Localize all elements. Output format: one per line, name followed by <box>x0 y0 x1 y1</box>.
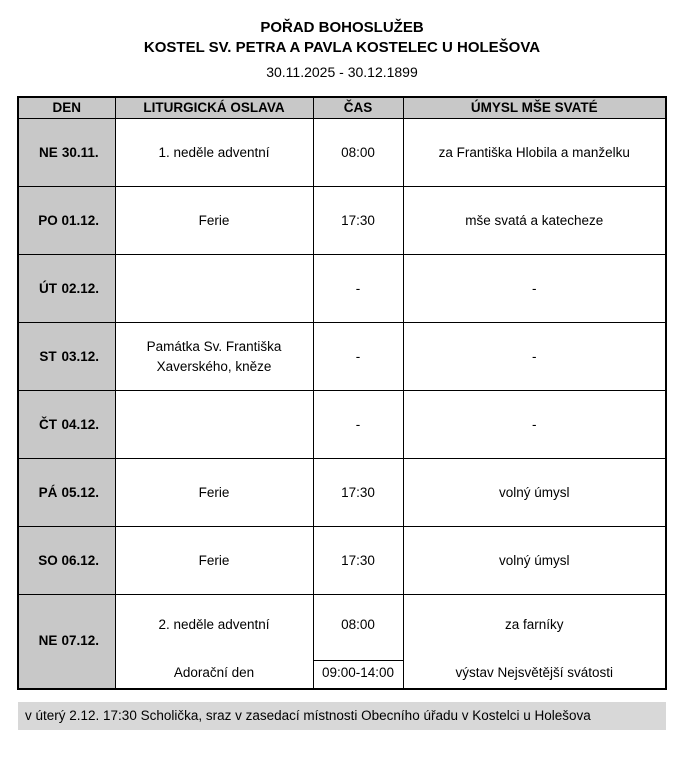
celebration-cell: Památka Sv. Františka Xaverského, kněze <box>115 323 313 391</box>
table-header-row <box>18 97 666 119</box>
table-row <box>18 595 666 689</box>
day-abbrev: ST <box>39 348 57 364</box>
time-cell: 17:30 <box>313 527 403 595</box>
celebration-cell: Ferie <box>115 187 313 255</box>
footer-note: v úterý 2.12. 17:30 Scholička, sraz v zasedací místnosti Obecního úřadu v Kostelci u Holešova <box>18 702 666 731</box>
day-date: 03.12. <box>61 348 100 364</box>
time-cell: - <box>313 323 403 391</box>
celebration-line: 2. neděle adventní <box>158 617 270 633</box>
day-cell <box>18 187 115 255</box>
celebration-cell <box>115 595 313 689</box>
celebration-cell <box>115 255 313 323</box>
date-range: 30.11.2025 - 30.12.1899 <box>266 63 418 80</box>
table-row <box>18 527 666 595</box>
day-date: 04.12. <box>61 416 100 432</box>
intention-cell: za Františka Hlobila a manželku <box>403 119 666 187</box>
time-cell: 17:30 <box>313 187 403 255</box>
day-cell <box>18 595 115 689</box>
day-cell <box>18 459 115 527</box>
intention-cell: - <box>403 391 666 459</box>
time-cell: - <box>313 255 403 323</box>
day-abbrev: ČT <box>38 416 57 432</box>
column-header-2: ČAS <box>313 97 403 119</box>
table-row <box>18 391 666 459</box>
intention-line: výstav Nejsvětější svátosti <box>455 664 614 680</box>
celebration-cell: Ferie <box>115 527 313 595</box>
table-row <box>18 187 666 255</box>
intention-cell: mše svatá a katecheze <box>403 187 666 255</box>
day-abbrev: NE <box>38 633 58 649</box>
intention-cell: - <box>403 255 666 323</box>
intention-cell: volný úmysl <box>403 459 666 527</box>
day-cell <box>18 323 115 391</box>
table-row <box>18 459 666 527</box>
time-cell <box>313 595 403 689</box>
table-row <box>18 323 666 391</box>
celebration-cell: 1. neděle adventní <box>115 119 313 187</box>
table-row <box>18 255 666 323</box>
day-cell <box>18 255 115 323</box>
page-subtitle: KOSTEL SV. PETRA A PAVLA KOSTELEC U HOLEŠOVA <box>143 39 541 57</box>
celebration-cell: Ferie <box>115 459 313 527</box>
day-cell <box>18 527 115 595</box>
column-header-0: DEN <box>18 97 115 119</box>
time-line: 08:00 <box>341 617 375 633</box>
schedule-table <box>17 96 667 690</box>
day-date: 07.12. <box>61 633 100 649</box>
day-abbrev: ÚT <box>38 280 57 296</box>
day-date: 05.12. <box>61 484 100 500</box>
intention-cell: - <box>403 323 666 391</box>
day-date: 06.12. <box>61 552 100 568</box>
celebration-line: Adorační den <box>173 664 255 680</box>
day-abbrev: PÁ <box>38 484 58 500</box>
day-cell <box>18 391 115 459</box>
time-line: 09:00-14:00 <box>314 660 403 685</box>
day-date: 30.11. <box>61 144 99 160</box>
intention-cell <box>403 595 666 689</box>
column-header-1: LITURGICKÁ OSLAVA <box>115 97 313 119</box>
time-cell: 17:30 <box>313 459 403 527</box>
day-date: 01.12. <box>61 212 100 228</box>
column-header-3: ÚMYSL MŠE SVATÉ <box>403 97 666 119</box>
time-cell: 08:00 <box>313 119 403 187</box>
day-abbrev: NE <box>38 144 58 160</box>
page-title: POŘAD BOHOSLUŽEB <box>260 19 424 36</box>
day-date: 02.12. <box>61 280 100 296</box>
day-cell <box>18 119 115 187</box>
time-cell: - <box>313 391 403 459</box>
intention-cell: volný úmysl <box>403 527 666 595</box>
day-abbrev: SO <box>38 552 58 568</box>
day-abbrev: PO <box>38 212 58 228</box>
intention-line: za farníky <box>504 617 564 633</box>
celebration-cell <box>115 391 313 459</box>
table-row <box>18 119 666 187</box>
